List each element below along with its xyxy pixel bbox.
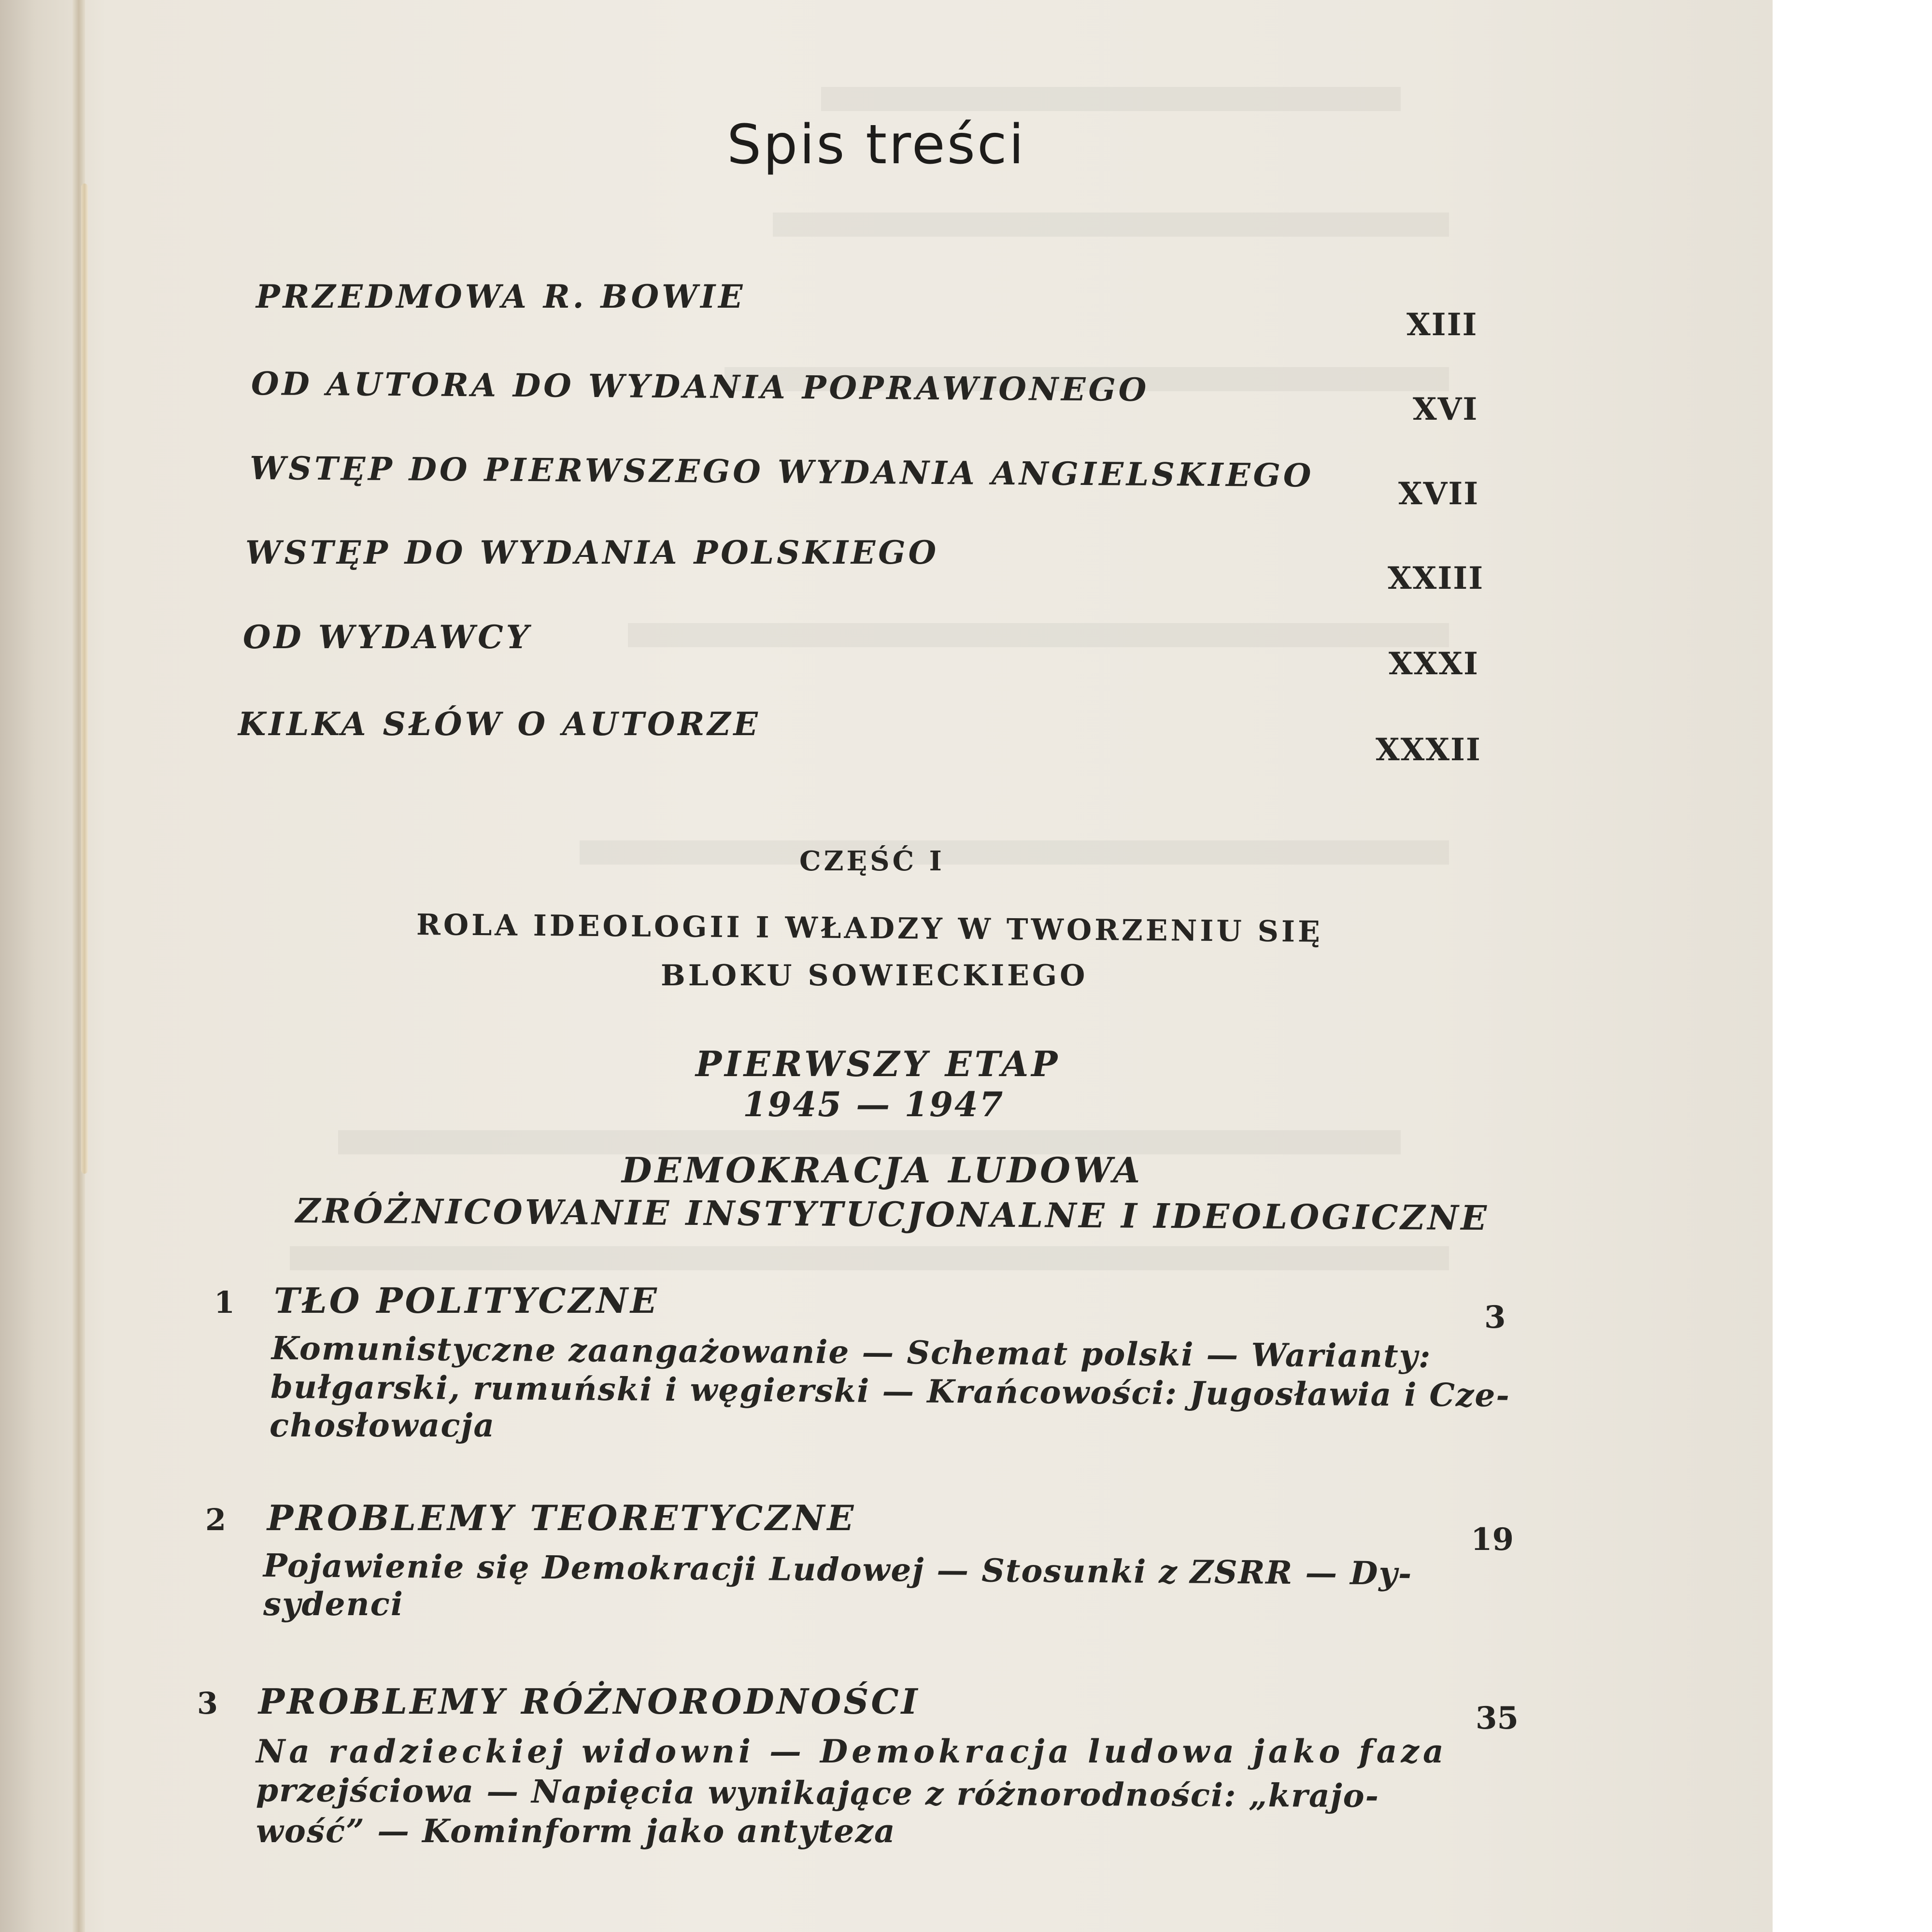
page-crease	[81, 184, 88, 1174]
chapter-summary-line: sydenci	[263, 1585, 404, 1623]
stage-years: 1945 — 1947	[743, 1084, 1005, 1124]
part-title-line1: ROLA IDEOLOGII I WŁADZY W TWORZENIU SIĘ	[416, 908, 1323, 949]
chapter-page: 3	[1484, 1299, 1506, 1335]
toc-entry-page: XVI	[1413, 391, 1478, 427]
toc-entry-page: XIII	[1406, 307, 1478, 343]
chapter-number: 3	[197, 1686, 218, 1721]
chapter-page: 35	[1476, 1700, 1519, 1736]
chapter-summary-line: przejściowa — Napięcia wynikające z różnorodności: „krajo-	[256, 1771, 1380, 1815]
chapter-page: 19	[1471, 1521, 1514, 1558]
toc-entry-label: WSTĘP DO PIERWSZEGO WYDANIA ANGIELSKIEGO	[249, 449, 1314, 495]
chapter-summary-line: chosłowacja	[270, 1406, 496, 1444]
section-subheading: ZRÓŻNICOWANIE INSTYTUCJONALNE I IDEOLOGICZNE	[295, 1191, 1490, 1238]
show-through	[580, 840, 1449, 865]
show-through	[628, 623, 1449, 647]
show-through	[821, 87, 1401, 111]
chapter-title: PROBLEMY RÓŻNORODNOŚCI	[258, 1681, 920, 1722]
chapter-summary-line: Komunistyczne zaangażowanie — Schemat polski — Warianty:	[271, 1329, 1432, 1375]
toc-entry-label: WSTĘP DO WYDANIA POLSKIEGO	[245, 534, 939, 571]
toc-entry-page: XVII	[1398, 476, 1479, 512]
chapter-summary-line: Na radzieckiej widowni — Demokracja ludowa jako faza	[256, 1733, 1448, 1770]
toc-entry-page: XXIII	[1388, 560, 1484, 597]
chapter-summary-line: wość” — Kominform jako antyteza	[256, 1812, 896, 1850]
chapter-summary-line: Pojawienie się Demokracji Ludowej — Stosunki z ZSRR — Dy-	[263, 1547, 1413, 1592]
chapter-title: TŁO POLITYCZNE	[274, 1280, 659, 1321]
chapter-summary-line: bułgarski, rumuński i węgierski — Krańcowości: Jugosławia i Cze-	[270, 1368, 1511, 1414]
toc-entry-label: PRZEDMOWA R. BOWIE	[256, 278, 746, 315]
stage-title: PIERWSZY ETAP	[696, 1043, 1061, 1084]
toc-entry-page: XXXII	[1376, 732, 1481, 768]
toc-entry-label: KILKA SŁÓW O AUTORZE	[238, 705, 761, 743]
show-through	[773, 213, 1449, 237]
page-title: Spis treści	[727, 114, 1026, 176]
toc-entry-label: OD AUTORA DO WYDANIA POPRAWIONEGO	[251, 365, 1150, 409]
part-title-line2: BLOKU SOWIECKIEGO	[661, 959, 1088, 993]
chapter-title: PROBLEMY TEORETYCZNE	[267, 1497, 856, 1538]
toc-entry-label: OD WYDAWCY	[243, 618, 532, 656]
chapter-number: 1	[214, 1285, 235, 1320]
part-label: CZĘŚĆ I	[799, 845, 945, 877]
show-through	[290, 1246, 1449, 1270]
chapter-number: 2	[205, 1502, 227, 1537]
section-heading: DEMOKRACJA LUDOWA	[622, 1150, 1143, 1191]
toc-entry-page: XXXI	[1389, 646, 1479, 682]
